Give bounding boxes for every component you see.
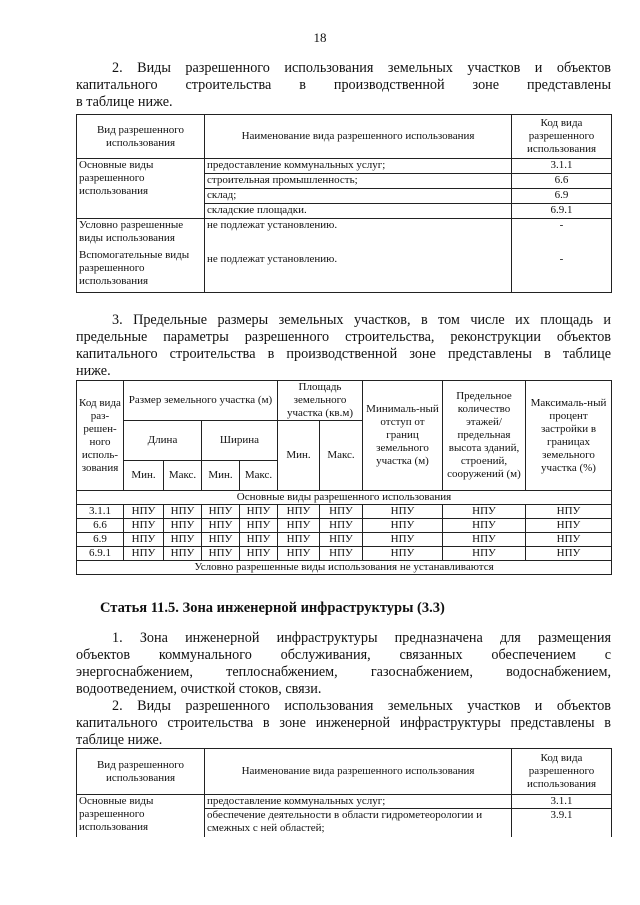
cell: НПУ — [240, 547, 278, 561]
paragraph-line: 1. Зона инженерной инфраструктуры предназначена для размещения — [112, 630, 611, 646]
table-row — [77, 505, 612, 519]
cell: НПУ — [240, 533, 278, 547]
cell: НПУ — [320, 547, 363, 561]
cell: НПУ — [240, 519, 278, 533]
use-name: предоставление коммунальных услуг; — [205, 795, 512, 809]
cell: НПУ — [278, 533, 320, 547]
cell: НПУ — [278, 519, 320, 533]
group-main-label: Основные виды разрешенного использования — [77, 795, 205, 837]
section-row-main: Основные виды разрешенного использования — [77, 491, 612, 505]
table-row — [77, 533, 612, 547]
cell: НПУ — [124, 533, 164, 547]
cell: НПУ — [278, 505, 320, 519]
use-name: строительная промышленность; — [205, 174, 512, 189]
cell: НПУ — [202, 547, 240, 561]
header-max-coverage: Максималь-ный процент застройки в границах земельного участка (%) — [526, 381, 612, 491]
header-plot-size: Размер земельного участка (м) — [124, 381, 278, 421]
header-width: Ширина — [202, 421, 278, 461]
paragraph-line: 2. Виды разрешенного использования земельных участков и объектов — [112, 698, 611, 714]
header-width-max: Макс. — [240, 461, 278, 491]
header-use-type: Вид разрешенного использования — [77, 749, 205, 795]
row-code: 6.6 — [77, 519, 124, 533]
cell: НПУ — [124, 519, 164, 533]
cell: НПУ — [202, 533, 240, 547]
table-row — [77, 547, 612, 561]
paragraph-line: предельные параметры разрешенного строительства, реконструкции объектов — [76, 329, 611, 345]
use-code: 6.9 — [512, 189, 612, 204]
use-code: - — [512, 219, 612, 249]
use-code: 6.6 — [512, 174, 612, 189]
cell: НПУ — [124, 505, 164, 519]
cell: НПУ — [443, 533, 526, 547]
header-use-code: Код вида разрешенного использования — [512, 115, 612, 159]
cell: НПУ — [526, 519, 612, 533]
use-name: обеспечение деятельности в области гидрометеорологии и смежных с ней областей; — [205, 809, 512, 837]
group-conditional-label: Условно разрешенные виды использования — [77, 219, 205, 249]
cell: НПУ — [240, 505, 278, 519]
article-heading: Статья 11.5. Зона инженерной инфраструктуры (3.3) — [100, 600, 445, 616]
cell: НПУ — [320, 533, 363, 547]
uses-table-production — [76, 114, 612, 293]
header-area-max: Макс. — [320, 421, 363, 491]
paragraph-line: 2. Виды разрешенного использования земельных участков и объектов — [112, 60, 611, 76]
use-name: предоставление коммунальных услуг; — [205, 159, 512, 174]
paragraph-size-limits — [76, 312, 611, 380]
section-row-conditional: Условно разрешенные виды использования не устанавливаются — [77, 561, 612, 575]
header-code: Код вида раз-решен-ного исполь-зования — [77, 381, 124, 491]
paragraph-line: 3. Предельные размеры земельных участков, в том числе их площадь и — [112, 312, 611, 328]
cell: НПУ — [320, 519, 363, 533]
header-use-name: Наименование вида разрешенного использования — [205, 115, 512, 159]
header-use-code: Код вида разрешенного использования — [512, 749, 612, 795]
header-area-min: Мин. — [278, 421, 320, 491]
cell: НПУ — [526, 505, 612, 519]
cell: НПУ — [164, 533, 202, 547]
cell: НПУ — [363, 533, 443, 547]
cell: НПУ — [164, 547, 202, 561]
use-code: 6.9.1 — [512, 204, 612, 219]
paragraph-line: капитального строительства в зоне инженерной инфраструктуры представлены в — [76, 715, 611, 731]
page-number: 18 — [313, 30, 327, 45]
paragraph-line: капитального строительства в производственной зоне представлены — [76, 77, 611, 93]
row-code: 6.9.1 — [77, 547, 124, 561]
header-min-setback: Минималь-ный отступ от границ земельного участка (м) — [363, 381, 443, 491]
paragraph-zone-purpose — [76, 630, 611, 698]
cell: НПУ — [526, 547, 612, 561]
cell: НПУ — [320, 505, 363, 519]
uses-table-infrastructure — [76, 748, 612, 837]
row-code: 3.1.1 — [77, 505, 124, 519]
header-length-max: Макс. — [164, 461, 202, 491]
use-code: - — [512, 249, 612, 293]
use-code: 3.1.1 — [512, 795, 612, 809]
header-max-floors: Предельное количество этажей/ предельная высота зданий, строений, сооружений (м) — [443, 381, 526, 491]
header-length: Длина — [124, 421, 202, 461]
paragraph-line: в таблице ниже. — [76, 94, 173, 110]
table-row — [77, 519, 612, 533]
group-main-label: Основные виды разрешенного использования — [77, 159, 205, 219]
paragraph-infra-uses — [76, 698, 611, 749]
cell: НПУ — [443, 519, 526, 533]
use-name: складские площадки. — [205, 204, 512, 219]
paragraph-line: капитального строительства в производственной зоне представлены в таблице — [76, 346, 611, 362]
paragraph-line: энергоснабжением, теплоснабжением, газоснабжением, водоснабжением, — [76, 664, 611, 680]
paragraph-line: объектов коммунального обслуживания, связанных обеспечением с — [76, 647, 611, 663]
use-name: не подлежат установлению. — [205, 249, 512, 293]
cell: НПУ — [443, 547, 526, 561]
cell: НПУ — [363, 519, 443, 533]
use-code: 3.9.1 — [512, 809, 612, 837]
cell: НПУ — [164, 505, 202, 519]
cell: НПУ — [202, 519, 240, 533]
row-code: 6.9 — [77, 533, 124, 547]
header-width-min: Мин. — [202, 461, 240, 491]
group-auxiliary-label: Вспомогательные виды разрешенного использования — [77, 249, 205, 293]
use-name: склад; — [205, 189, 512, 204]
header-use-type: Вид разрешенного использования — [77, 115, 205, 159]
header-plot-area: Площадь земельного участка (кв.м) — [278, 381, 363, 421]
use-code: 3.1.1 — [512, 159, 612, 174]
use-name: не подлежат установлению. — [205, 219, 512, 249]
cell: НПУ — [363, 547, 443, 561]
paragraph-line: водоотведением, очисткой стоков, связи. — [76, 681, 322, 697]
cell: НПУ — [202, 505, 240, 519]
cell: НПУ — [278, 547, 320, 561]
paragraph-line: ниже. — [76, 363, 111, 379]
cell: НПУ — [443, 505, 526, 519]
header-use-name: Наименование вида разрешенного использования — [205, 749, 512, 795]
cell: НПУ — [124, 547, 164, 561]
cell: НПУ — [526, 533, 612, 547]
cell: НПУ — [164, 519, 202, 533]
limits-table — [76, 380, 612, 575]
cell: НПУ — [363, 505, 443, 519]
header-length-min: Мин. — [124, 461, 164, 491]
paragraph-zone-uses — [76, 60, 611, 111]
paragraph-line: таблице ниже. — [76, 732, 163, 748]
